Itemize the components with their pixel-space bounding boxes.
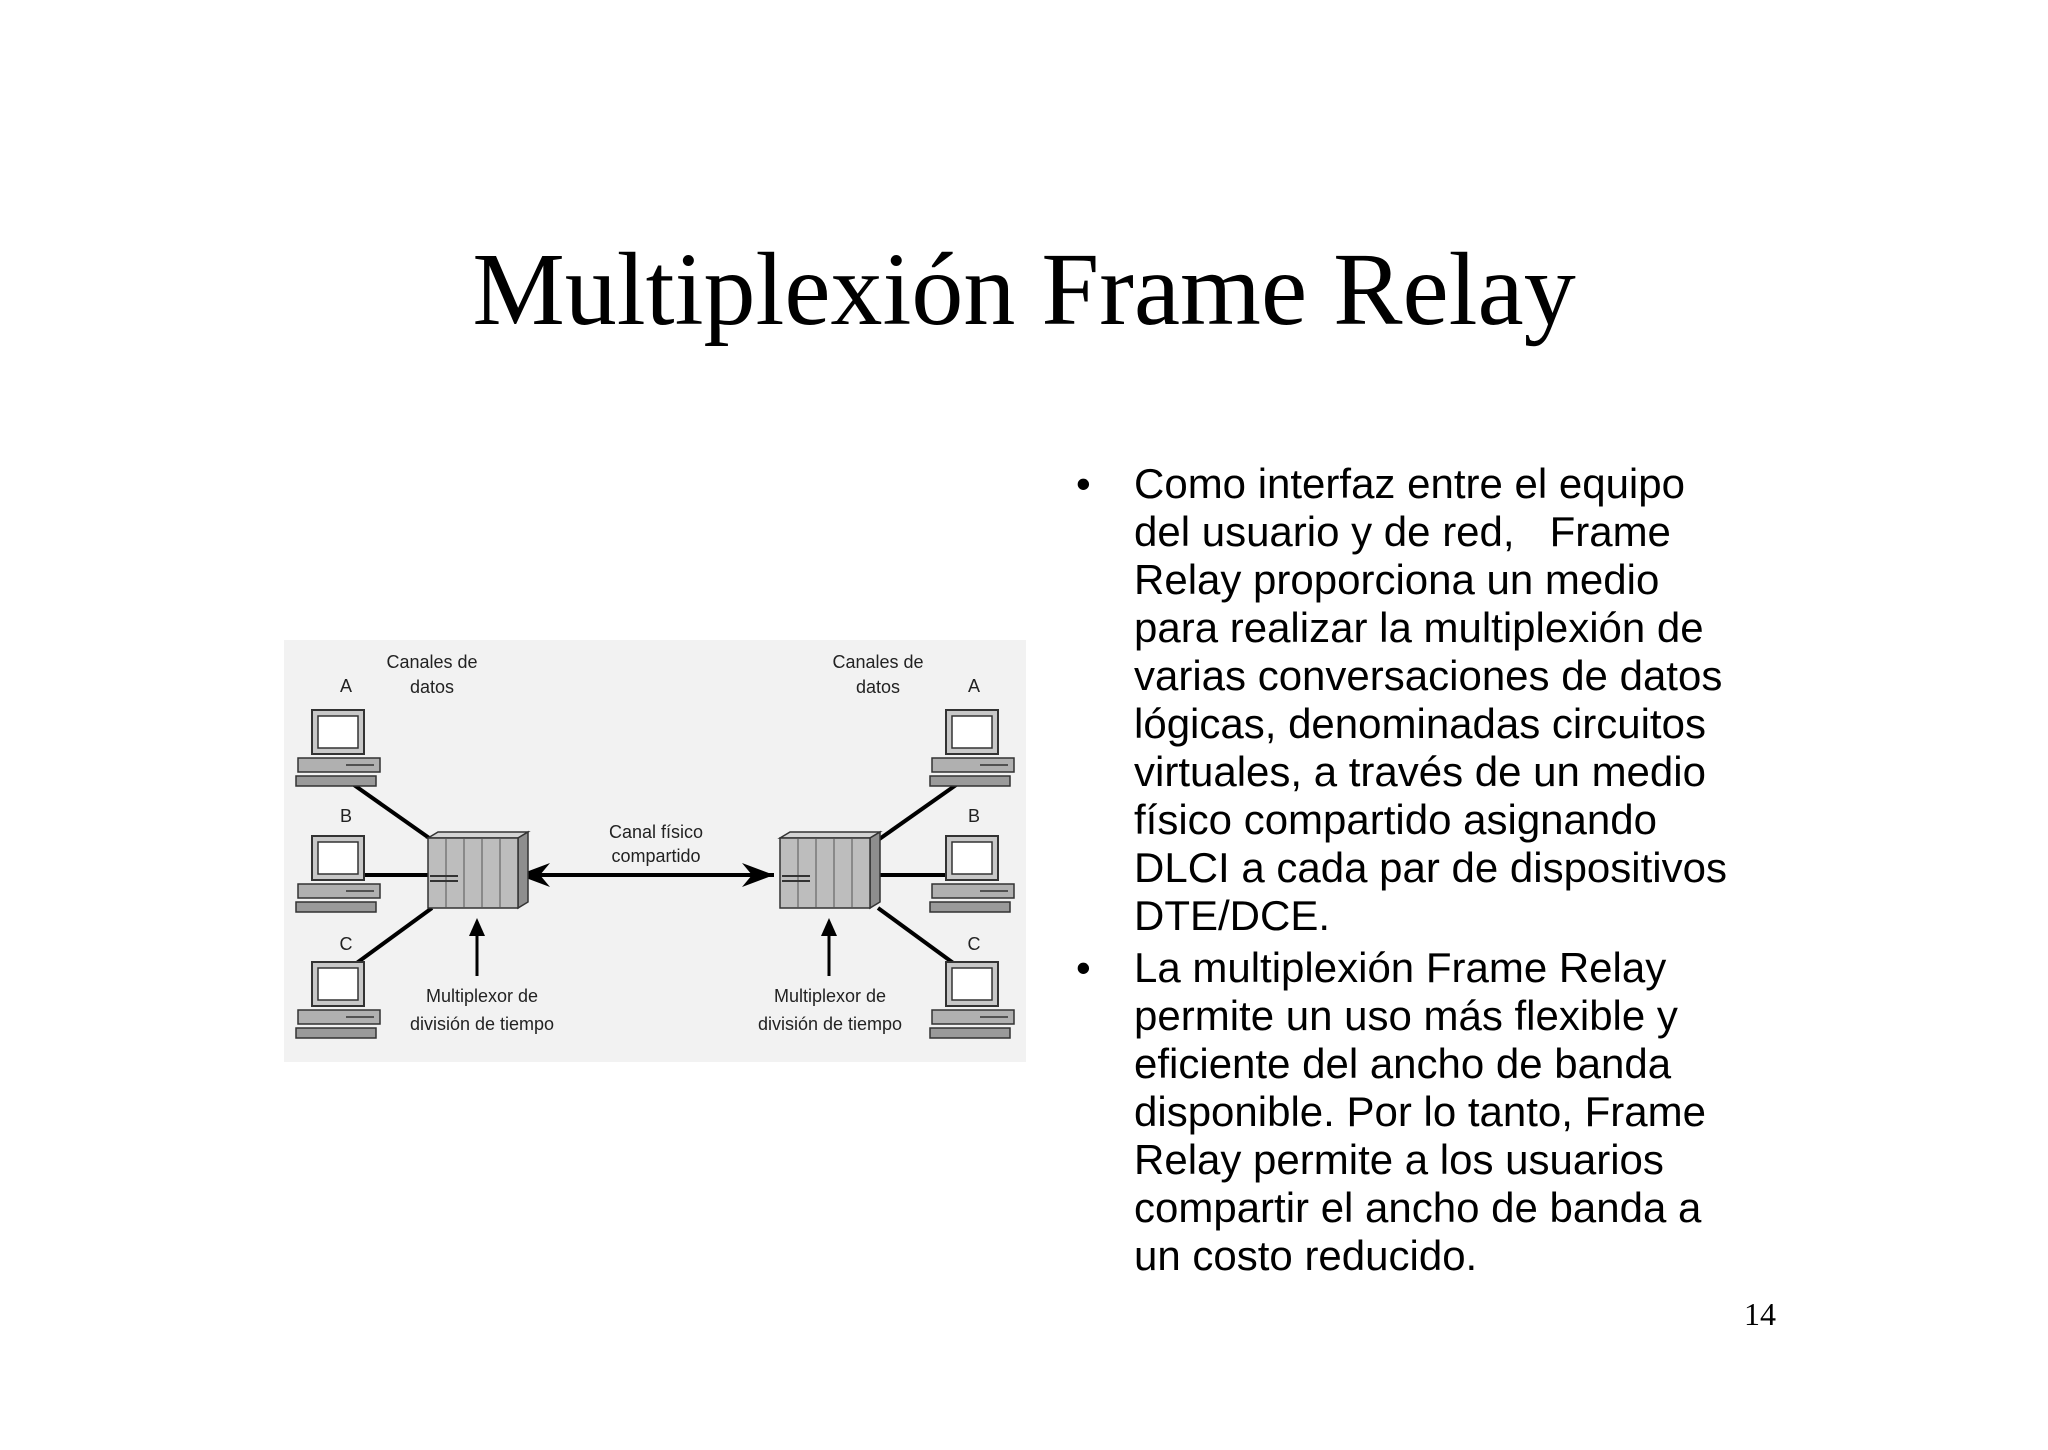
right-mux-label: división de tiempo — [757, 1014, 903, 1034]
slide-title: Multiplexión Frame Relay — [472, 232, 1576, 347]
computer-icon — [296, 962, 380, 1038]
page-number: 14 — [1744, 1296, 1776, 1332]
bullet-item — [1066, 944, 1786, 1280]
bullet-line: físico compartido asignando — [1134, 796, 1657, 843]
bullet-line: compartir el ancho de banda a — [1134, 1184, 1702, 1231]
multiplexer-icon — [780, 832, 880, 908]
bullet-list — [1066, 460, 1786, 1284]
computer-icon — [930, 962, 1014, 1038]
bullet-line: eficiente del ancho de banda — [1134, 1040, 1672, 1087]
multiplexer-icon — [428, 832, 528, 908]
bullet-line: Relay permite a los usuarios — [1134, 1136, 1664, 1183]
bullet-line: virtuales, a través de un medio — [1134, 748, 1706, 795]
bullet-line: DTE/DCE. — [1134, 892, 1331, 939]
frame-relay-multiplexing-diagram — [284, 640, 1026, 1062]
terminal-label-b: B — [339, 806, 353, 826]
right-mux-pointer — [821, 918, 837, 976]
bullet-item — [1066, 460, 1786, 940]
bullet-line: varias conversaciones de datos — [1134, 652, 1723, 699]
bullet-marker: • — [1076, 944, 1091, 991]
left-mux-label: división de tiempo — [409, 1014, 555, 1034]
bullet-line: Como interfaz entre el equipo — [1134, 460, 1685, 507]
computer-icon — [296, 710, 380, 786]
terminal-label-c: C — [339, 934, 353, 954]
bullet-line: DLCI a cada par de dispositivos — [1134, 844, 1727, 891]
arrow-icon — [469, 918, 485, 936]
shared-channel-label: compartido — [611, 846, 701, 866]
left-mux-label: Multiplexor de — [425, 986, 539, 1006]
terminal-label-a: A — [339, 676, 353, 696]
bullet-line: lógicas, denominadas circuitos — [1134, 700, 1706, 747]
left-data-channels-label: datos — [409, 677, 455, 697]
terminal-label-c: C — [967, 934, 981, 954]
bullet-line: permite un uso más flexible y — [1134, 992, 1678, 1039]
left-mux-pointer — [469, 918, 485, 976]
bullet-line: un costo reducido. — [1134, 1232, 1478, 1279]
computer-icon — [930, 710, 1014, 786]
terminal-label-a: A — [967, 676, 981, 696]
bullet-line: del usuario y de red, Frame — [1134, 508, 1671, 555]
left-data-channels-label: Canales de — [386, 652, 478, 672]
arrow-icon — [821, 918, 837, 936]
shared-channel-label: Canal físico — [608, 822, 704, 842]
bullet-marker: • — [1076, 460, 1091, 507]
bullet-line: para realizar la multiplexión de — [1134, 604, 1704, 651]
right-mux-label: Multiplexor de — [773, 986, 887, 1006]
diagram-canvas — [284, 640, 1026, 1062]
right-data-channels-label: datos — [855, 677, 901, 697]
bullet-line: Relay proporciona un medio — [1134, 556, 1660, 603]
terminal-label-b: B — [967, 806, 981, 826]
right-data-channels-label: Canales de — [832, 652, 924, 672]
bullet-line: disponible. Por lo tanto, Frame — [1134, 1088, 1706, 1135]
bullet-line: La multiplexión Frame Relay — [1134, 944, 1667, 991]
